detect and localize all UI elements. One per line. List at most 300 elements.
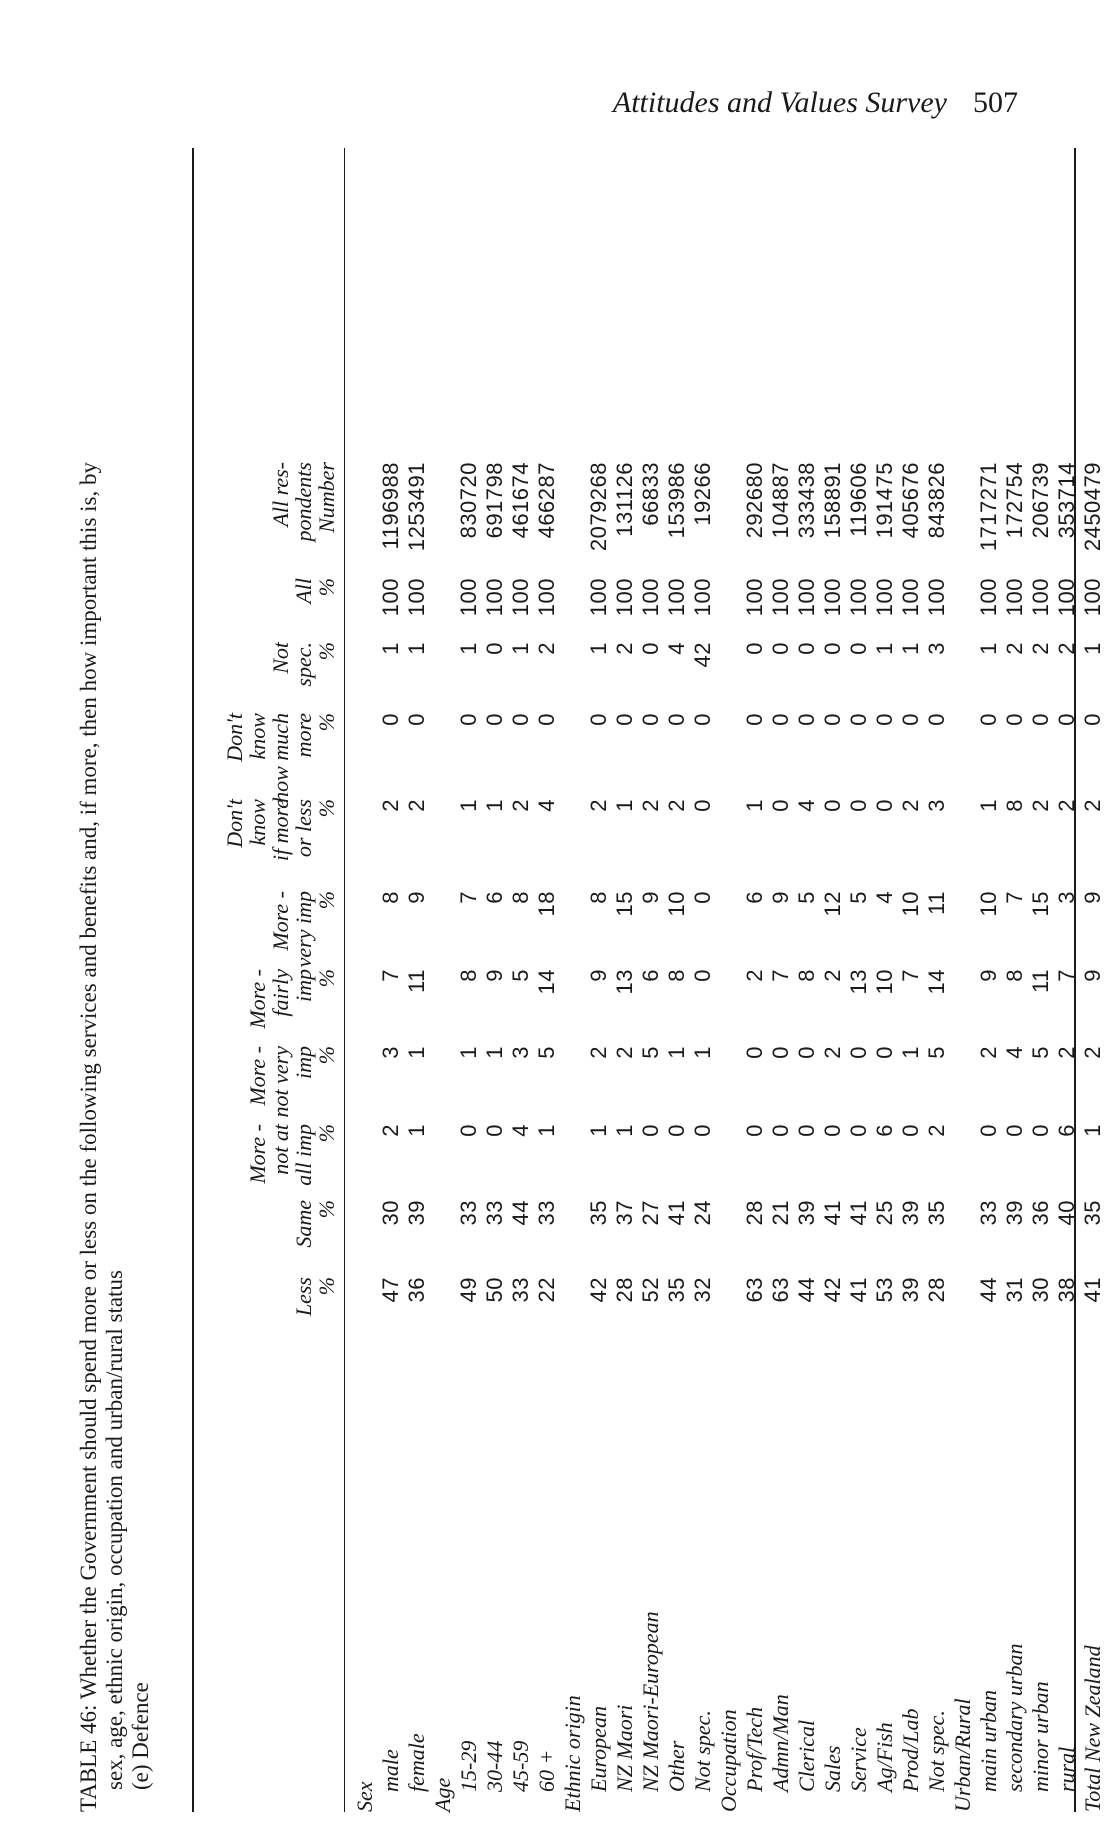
cell-all: 100 [794,578,819,617]
cell-same: 41 [664,1200,689,1226]
cell-same: 36 [1028,1200,1053,1226]
cell-all: 100 [404,578,429,617]
cell-all: 100 [1028,578,1053,617]
cell-not_spec: 0 [482,642,507,655]
cell-more_fairly_imp: 9 [976,969,1001,982]
table-row [612,148,638,1812]
cell-not_spec: 0 [820,642,845,655]
cell-more_not_at_all_imp: 1 [612,1124,637,1137]
cell-all: 100 [820,578,845,617]
cell-not_spec: 2 [1002,642,1027,655]
page-number: 507 [973,86,1018,119]
cell-more_not_at_all_imp: 0 [846,1124,871,1137]
cell-more_not_at_all_imp: 2 [378,1124,403,1137]
caption-line-2: sex, age, ethnic origin, occupation and urban/rural status [102,1270,127,1790]
table-row [378,148,404,1812]
column-unit: % [314,969,339,988]
section-row [560,148,586,1812]
cell-all: 100 [612,578,637,617]
cell-more_not_at_all_imp: 0 [456,1124,481,1137]
cell-more_not_at_all_imp: 1 [404,1124,429,1137]
cell-more_fairly_imp: 9 [482,969,507,982]
cell-same: 44 [508,1200,533,1226]
table-row [976,148,1002,1812]
cell-dont_know_how_much_more: 0 [794,713,819,726]
column-header-all_respondents [269,462,338,572]
cell-all: 100 [872,578,897,617]
cell-more_very_imp: 9 [638,891,663,904]
cell-more_very_imp: 15 [612,891,637,917]
section-row [352,148,378,1812]
row-label: 30-44 [482,1740,507,1792]
table-row [924,148,950,1812]
cell-more_fairly_imp: 7 [1054,969,1079,982]
cell-more_very_imp: 8 [378,891,403,904]
row-label: Sales [820,1745,845,1792]
cell-more_not_very_imp: 2 [1080,1046,1105,1059]
cell-more_not_very_imp: 1 [456,1046,481,1059]
column-header-line: or less [291,799,316,858]
column-header-all [292,578,338,688]
cell-dont_know_more_or_less: 0 [768,799,793,812]
cell-more_not_at_all_imp: 0 [898,1124,923,1137]
cell-dont_know_how_much_more: 0 [742,713,767,726]
table-row [794,148,820,1812]
cell-same: 30 [378,1200,403,1226]
cell-all: 100 [638,578,663,617]
column-unit: % [314,578,339,597]
cell-dont_know_more_or_less: 2 [638,799,663,812]
cell-dont_know_how_much_more: 0 [820,713,845,726]
table-caption [76,148,154,1812]
caption-line-3: (e) Defence [128,1682,153,1790]
cell-more_very_imp: 5 [794,891,819,904]
cell-dont_know_more_or_less: 1 [612,799,637,812]
table-row [534,148,560,1812]
cell-more_not_very_imp: 5 [638,1046,663,1059]
table-row [456,148,482,1812]
cell-not_spec: 1 [1080,642,1105,655]
cell-not_spec: 2 [612,642,637,655]
cell-less: 63 [742,1277,767,1303]
cell-all: 100 [1080,578,1105,617]
cell-less: 38 [1054,1277,1079,1303]
cell-same: 33 [456,1200,481,1226]
cell-more_fairly_imp: 13 [612,969,637,995]
cell-all_respondents: 466287 [534,462,559,539]
cell-dont_know_more_or_less: 2 [1054,799,1079,812]
cell-less: 44 [794,1277,819,1303]
cell-less: 44 [976,1277,1001,1303]
row-label: 45-59 [508,1740,533,1792]
cell-dont_know_how_much_more: 0 [456,713,481,726]
cell-all_respondents: 1717271 [976,462,1001,552]
table-row [508,148,534,1812]
data-table [76,148,1105,1812]
cell-all_respondents: 206739 [1028,462,1053,539]
cell-less: 28 [924,1277,949,1303]
cell-all_respondents: 353714 [1054,462,1079,539]
column-unit: % [314,1124,339,1143]
table-row [404,148,430,1812]
cell-dont_know_more_or_less: 0 [872,799,897,812]
cell-more_not_at_all_imp: 0 [794,1124,819,1137]
cell-more_fairly_imp: 14 [534,969,559,995]
column-header-line: Same [291,1200,316,1248]
cell-all: 100 [378,578,403,617]
cell-more_not_very_imp: 5 [1028,1046,1053,1059]
cell-all_respondents: 19266 [690,462,715,526]
cell-more_not_very_imp: 0 [742,1046,767,1059]
cell-dont_know_more_or_less: 2 [664,799,689,812]
cell-more_fairly_imp: 5 [508,969,533,982]
row-label: male [378,1749,403,1792]
cell-more_very_imp: 7 [1002,891,1027,904]
cell-more_fairly_imp: 8 [794,969,819,982]
cell-less: 36 [404,1277,429,1303]
section-row [716,148,742,1812]
cell-more_fairly_imp: 7 [898,969,923,982]
cell-more_fairly_imp: 0 [690,969,715,982]
cell-more_not_very_imp: 2 [1054,1046,1079,1059]
cell-dont_know_how_much_more: 0 [690,713,715,726]
table-row [1028,148,1054,1812]
cell-dont_know_more_or_less: 4 [534,799,559,812]
cell-less: 53 [872,1277,897,1303]
cell-all_respondents: 172754 [1002,462,1027,539]
table-row [690,148,716,1812]
section-row [950,148,976,1812]
table-row [742,148,768,1812]
cell-dont_know_how_much_more: 0 [612,713,637,726]
cell-more_very_imp: 18 [534,891,559,917]
cell-dont_know_more_or_less: 2 [508,799,533,812]
cell-not_spec: 1 [898,642,923,655]
cell-dont_know_how_much_more: 0 [664,713,689,726]
cell-all: 100 [742,578,767,617]
cell-dont_know_more_or_less: 2 [378,799,403,812]
cell-all: 100 [846,578,871,617]
column-header-line: more [291,713,316,758]
column-unit: % [314,1277,339,1296]
column-unit: % [314,799,339,818]
cell-more_not_very_imp: 5 [924,1046,949,1059]
cell-dont_know_how_much_more: 0 [638,713,663,726]
cell-dont_know_how_much_more: 0 [1080,713,1105,726]
cell-more_fairly_imp: 6 [638,969,663,982]
cell-dont_know_more_or_less: 2 [404,799,429,812]
cell-more_not_very_imp: 0 [872,1046,897,1059]
row-label: secondary urban [1002,1643,1027,1792]
cell-all: 100 [482,578,507,617]
column-unit: % [314,1046,339,1065]
cell-all: 100 [664,578,689,617]
cell-more_not_very_imp: 1 [690,1046,715,1059]
cell-same: 24 [690,1200,715,1226]
column-header-line: Less [291,1277,316,1317]
row-label: main urban [976,1689,1001,1792]
cell-same: 33 [976,1200,1001,1226]
cell-same: 41 [846,1200,871,1226]
running-head [613,86,1018,120]
row-label: rural [1054,1746,1079,1792]
total-row [1080,148,1106,1812]
caption-line-1: TABLE 46: Whether the Government should spend more or less on the following services and benefits and, if more, then how important this is, by [76,462,101,1812]
cell-same: 21 [768,1200,793,1226]
cell-more_not_very_imp: 3 [378,1046,403,1059]
cell-more_fairly_imp: 8 [664,969,689,982]
cell-more_fairly_imp: 8 [1002,969,1027,982]
cell-all: 100 [924,578,949,617]
column-header-line: not very [268,1046,293,1118]
section-row [430,148,456,1812]
cell-same: 33 [534,1200,559,1226]
cell-not_spec: 1 [508,642,533,655]
cell-not_spec: 0 [742,642,767,655]
cell-all_respondents: 191475 [872,462,897,539]
running-head-title: Attitudes and Values Survey [612,86,947,119]
cell-more_very_imp: 3 [1054,891,1079,904]
cell-more_very_imp: 10 [898,891,923,917]
cell-more_not_at_all_imp: 0 [976,1124,1001,1137]
cell-less: 32 [690,1277,715,1303]
cell-not_spec: 3 [924,642,949,655]
cell-dont_know_how_much_more: 0 [898,713,923,726]
column-header-line: pondents [291,462,316,542]
row-label: Clerical [794,1719,819,1792]
cell-more_fairly_imp: 8 [456,969,481,982]
cell-all_respondents: 843826 [924,462,949,539]
cell-dont_know_more_or_less: 2 [586,799,611,812]
table-row [768,148,794,1812]
table-row [1002,148,1028,1812]
row-label: Not spec. [924,1710,949,1792]
row-label: Age [430,1777,455,1812]
cell-less: 42 [586,1277,611,1303]
cell-more_very_imp: 7 [456,891,481,904]
cell-more_not_at_all_imp: 1 [534,1124,559,1137]
cell-more_not_at_all_imp: 0 [1028,1124,1053,1137]
column-header-line: spec. [291,642,316,687]
cell-more_not_at_all_imp: 6 [872,1124,897,1137]
cell-not_spec: 1 [404,642,429,655]
cell-same: 35 [1080,1200,1105,1226]
column-header-line: know [245,713,270,760]
cell-more_very_imp: 4 [872,891,897,904]
cell-dont_know_more_or_less: 1 [456,799,481,812]
cell-more_very_imp: 0 [690,891,715,904]
row-label: Prof/Tech [742,1706,767,1792]
cell-more_very_imp: 9 [768,891,793,904]
cell-more_fairly_imp: 11 [404,969,429,993]
column-unit: % [314,891,339,910]
cell-all: 100 [534,578,559,617]
cell-all: 100 [586,578,611,617]
cell-less: 33 [508,1277,533,1303]
cell-less: 41 [1080,1277,1105,1303]
cell-more_very_imp: 5 [846,891,871,904]
cell-same: 28 [742,1200,767,1226]
cell-more_not_at_all_imp: 0 [690,1124,715,1137]
cell-more_fairly_imp: 13 [846,969,871,995]
cell-more_not_at_all_imp: 0 [742,1124,767,1137]
cell-all_respondents: 830720 [456,462,481,539]
column-header-line: More - [245,1124,270,1184]
cell-more_not_very_imp: 0 [768,1046,793,1059]
column-header-line: Don't [222,799,247,848]
cell-dont_know_more_or_less: 0 [846,799,871,812]
cell-same: 37 [612,1200,637,1226]
cell-all_respondents: 1253491 [404,462,429,552]
row-label: NZ Maori-European [638,1611,663,1792]
cell-more_not_very_imp: 2 [976,1046,1001,1059]
cell-dont_know_how_much_more: 0 [872,713,897,726]
cell-more_not_at_all_imp: 0 [820,1124,845,1137]
cell-more_very_imp: 10 [976,891,1001,917]
column-unit: Number [314,462,339,533]
cell-more_not_at_all_imp: 0 [768,1124,793,1137]
cell-dont_know_how_much_more: 0 [846,713,871,726]
cell-less: 52 [638,1277,663,1303]
cell-not_spec: 2 [1054,642,1079,655]
cell-same: 41 [820,1200,845,1226]
cell-dont_know_how_much_more: 0 [768,713,793,726]
cell-more_very_imp: 12 [820,891,845,917]
cell-less: 41 [846,1277,871,1303]
cell-same: 35 [586,1200,611,1226]
cell-more_not_very_imp: 1 [404,1046,429,1059]
cell-more_not_very_imp: 2 [612,1046,637,1059]
cell-more_fairly_imp: 7 [378,969,403,982]
column-header-line: All res- [268,462,293,527]
column-header-line: imp [291,969,316,1002]
cell-all_respondents: 292680 [742,462,767,539]
cell-more_not_at_all_imp: 0 [664,1124,689,1137]
column-header-line: not at [268,1124,293,1175]
cell-more_very_imp: 8 [508,891,533,904]
cell-more_fairly_imp: 10 [872,969,897,995]
cell-all_respondents: 333438 [794,462,819,539]
cell-dont_know_how_much_more: 0 [924,713,949,726]
cell-dont_know_how_much_more: 0 [1054,713,1079,726]
row-label: Service [846,1727,871,1792]
cell-more_very_imp: 10 [664,891,689,917]
row-label: 15-29 [456,1740,481,1792]
column-header-line: know [245,799,270,846]
cell-dont_know_more_or_less: 0 [820,799,845,812]
cell-dont_know_more_or_less: 2 [1080,799,1105,812]
cell-all_respondents: 2079268 [586,462,611,552]
cell-less: 49 [456,1277,481,1303]
cell-less: 63 [768,1277,793,1303]
cell-not_spec: 1 [586,642,611,655]
cell-same: 39 [898,1200,923,1226]
cell-all_respondents: 153986 [664,462,689,539]
row-label: Sex [352,1781,377,1812]
cell-more_not_very_imp: 2 [820,1046,845,1059]
table-row [820,148,846,1812]
row-label: Admn/Man [768,1694,793,1792]
cell-not_spec: 1 [976,642,1001,655]
cell-more_not_at_all_imp: 4 [508,1124,533,1137]
cell-more_not_at_all_imp: 0 [1002,1124,1027,1137]
cell-dont_know_how_much_more: 0 [508,713,533,726]
cell-dont_know_how_much_more: 0 [1002,713,1027,726]
cell-not_spec: 2 [534,642,559,655]
cell-all: 100 [508,578,533,617]
cell-all: 100 [1054,578,1079,617]
cell-more_very_imp: 9 [404,891,429,904]
column-unit: % [314,713,339,732]
row-label: minor urban [1028,1681,1053,1792]
cell-dont_know_more_or_less: 1 [976,799,1001,812]
cell-more_fairly_imp: 11 [1028,969,1053,993]
row-label: European [586,1706,611,1792]
cell-more_very_imp: 6 [742,891,767,904]
cell-same: 27 [638,1200,663,1226]
column-header-line: imp [291,1046,316,1079]
cell-dont_know_how_much_more: 0 [378,713,403,726]
cell-more_not_very_imp: 1 [664,1046,689,1059]
cell-dont_know_how_much_more: 0 [976,713,1001,726]
cell-not_spec: 1 [378,642,403,655]
cell-all_respondents: 2450479 [1080,462,1105,552]
cell-more_not_very_imp: 2 [586,1046,611,1059]
cell-same: 25 [872,1200,897,1226]
cell-less: 42 [820,1277,845,1303]
cell-more_not_very_imp: 0 [794,1046,819,1059]
cell-same: 39 [404,1200,429,1226]
cell-all_respondents: 119606 [846,462,871,537]
table-row [482,148,508,1812]
cell-not_spec: 0 [794,642,819,655]
column-header-line: More - [245,1046,270,1106]
cell-more_not_at_all_imp: 1 [586,1124,611,1137]
cell-not_spec: 42 [690,642,715,668]
cell-dont_know_how_much_more: 0 [1028,713,1053,726]
cell-dont_know_more_or_less: 2 [898,799,923,812]
cell-not_spec: 0 [846,642,871,655]
cell-all_respondents: 158891 [820,462,845,539]
table-row [898,148,924,1812]
cell-more_not_at_all_imp: 0 [482,1124,507,1137]
cell-all: 100 [768,578,793,617]
row-label: Total New Zealand [1080,1645,1105,1812]
cell-less: 28 [612,1277,637,1303]
cell-more_very_imp: 6 [482,891,507,904]
row-label: Urban/Rural [950,1698,975,1812]
cell-all: 100 [898,578,923,617]
top-rule [192,148,194,1812]
cell-more_not_very_imp: 4 [1002,1046,1027,1059]
table-row [586,148,612,1812]
cell-more_fairly_imp: 2 [742,969,767,982]
cell-more_very_imp: 11 [924,891,949,915]
cell-not_spec: 1 [872,642,897,655]
column-header-line: all imp [291,1124,316,1186]
cell-less: 35 [664,1277,689,1303]
cell-all: 100 [976,578,1001,617]
cell-not_spec: 0 [768,642,793,655]
cell-dont_know_more_or_less: 1 [482,799,507,812]
cell-more_not_very_imp: 5 [534,1046,559,1059]
cell-more_not_very_imp: 1 [898,1046,923,1059]
cell-same: 39 [794,1200,819,1226]
cell-more_fairly_imp: 9 [586,969,611,982]
table-row [638,148,664,1812]
cell-less: 50 [482,1277,507,1303]
cell-not_spec: 1 [456,642,481,655]
